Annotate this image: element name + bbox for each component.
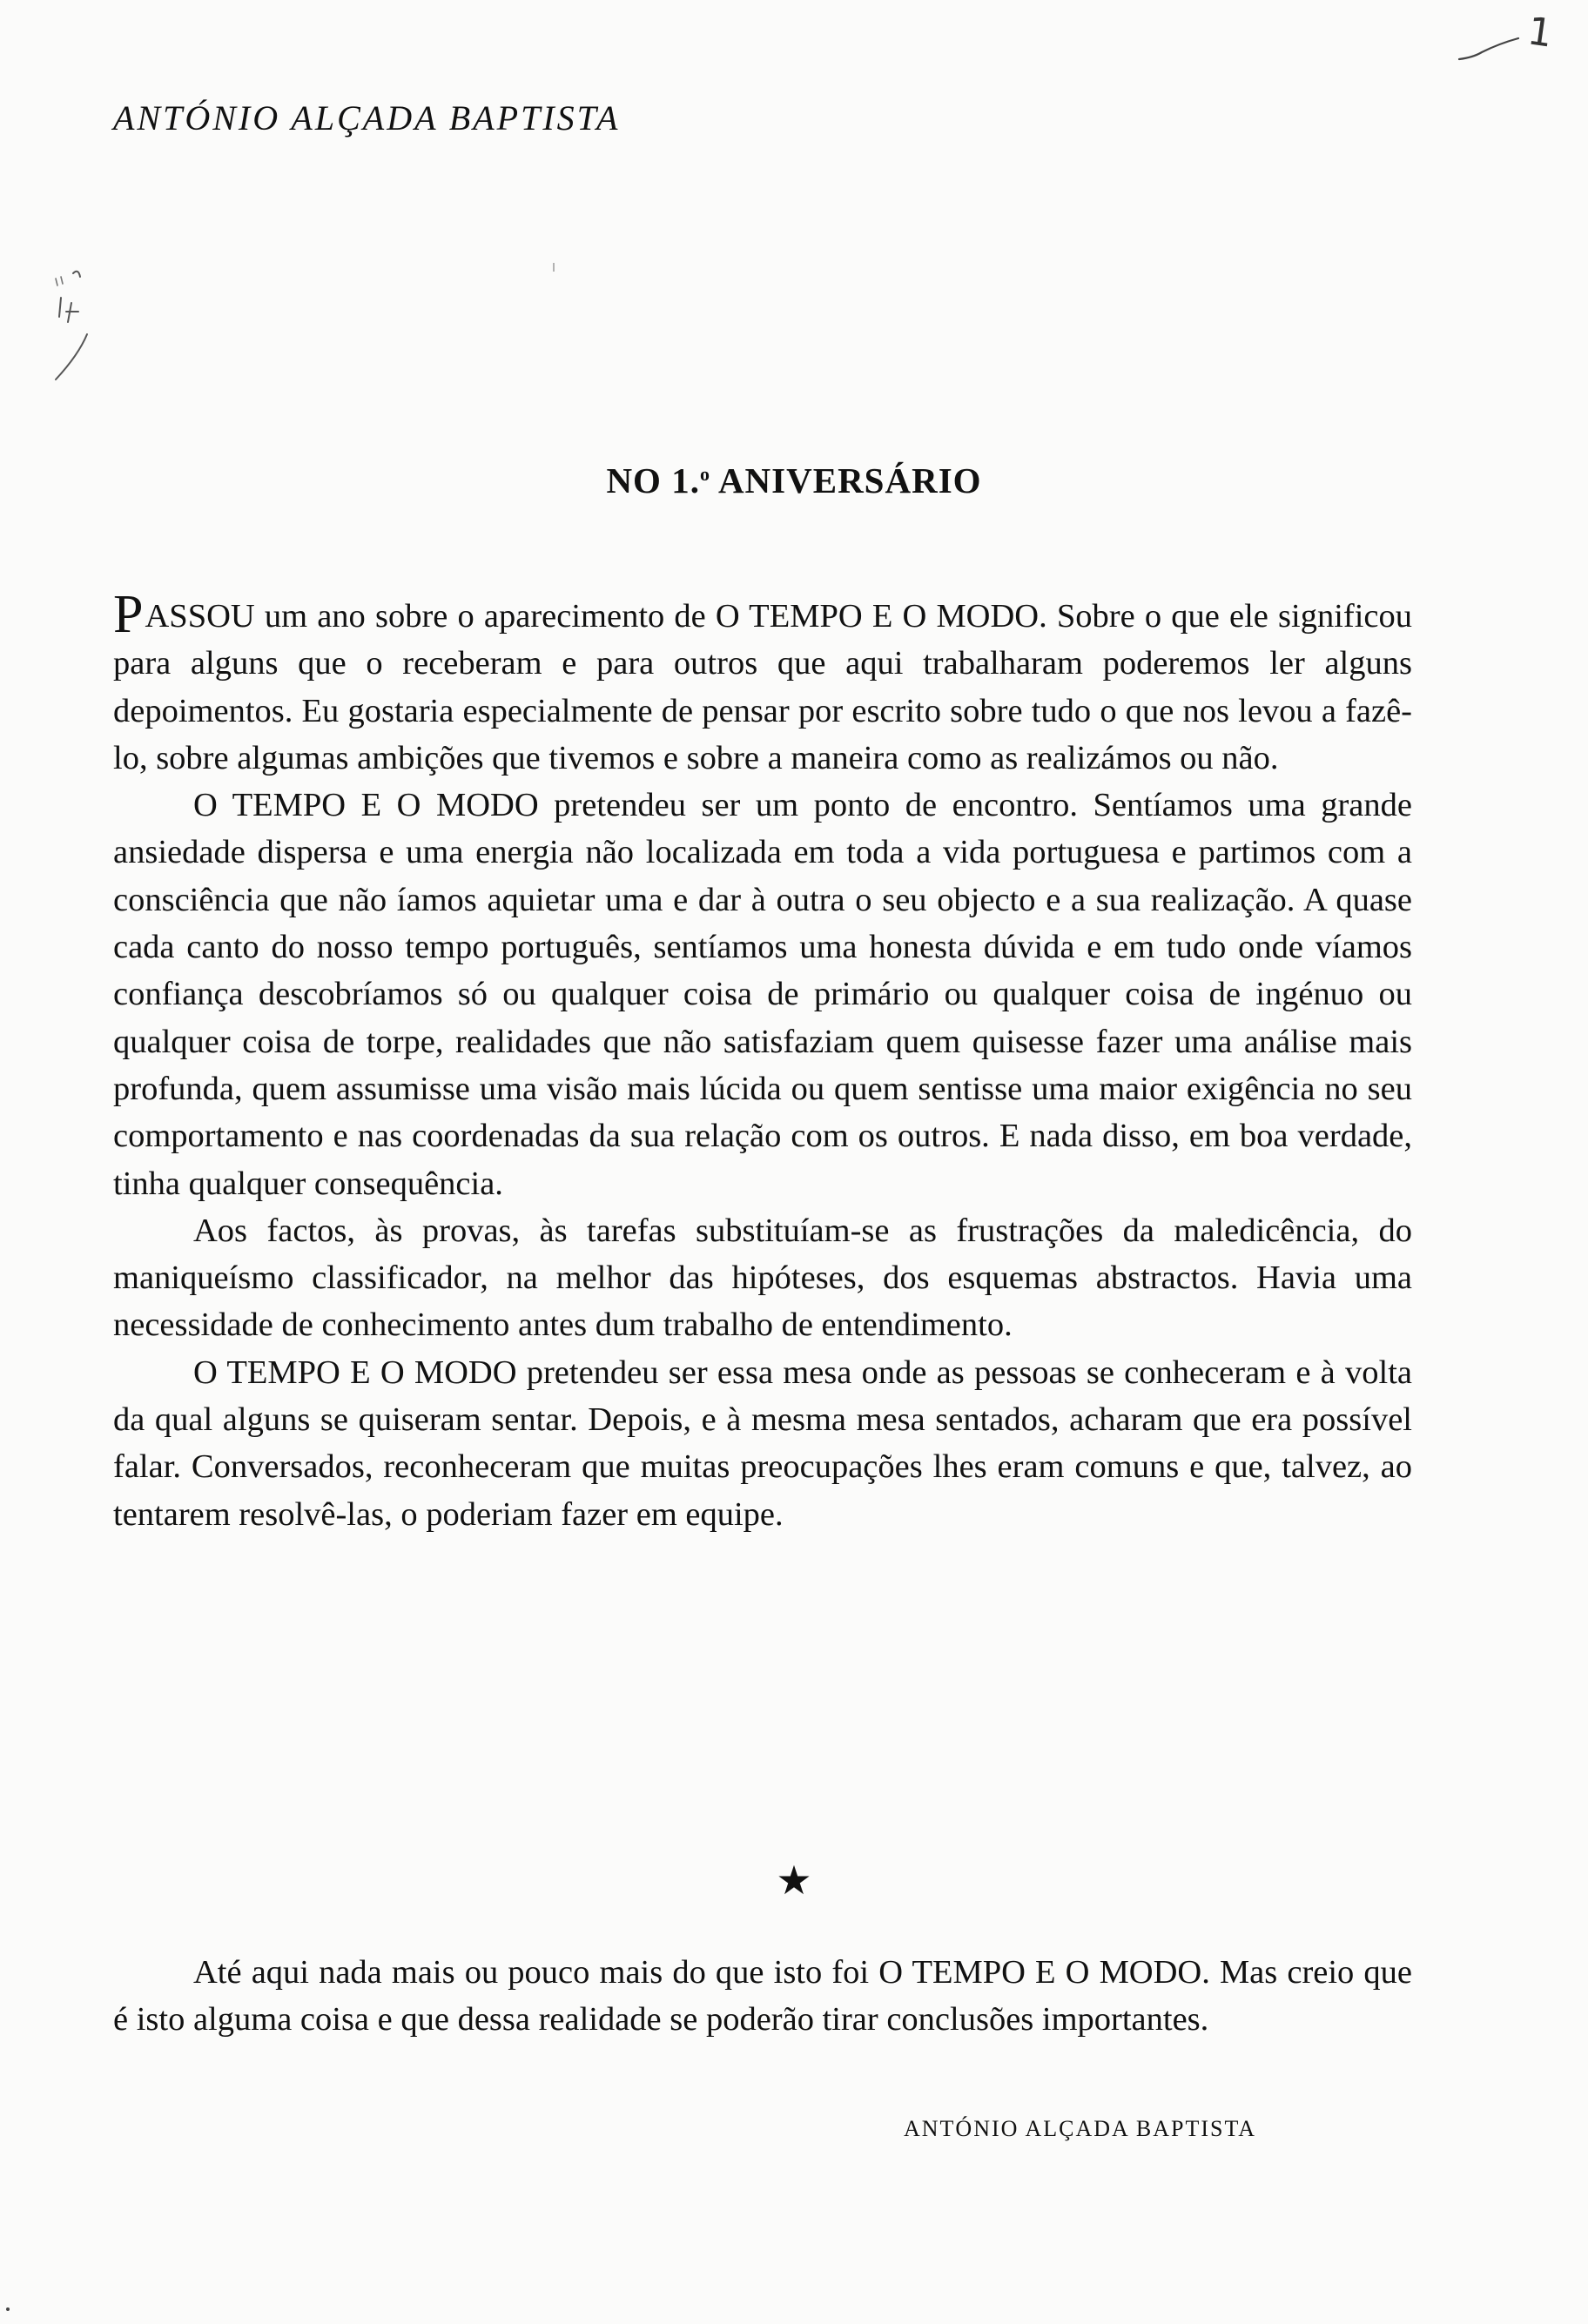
author-signature: ANTÓNIO ALÇADA BAPTISTA xyxy=(904,2116,1257,2141)
paragraph-1 xyxy=(113,585,1412,782)
paragraph-2: O TEMPO E O MODO pretendeu ser um ponto de encontro. Sentíamos uma grande ansiedade dispersa e uma energia não localizada em toda a vida portuguesa e partimos com a consciência que não íamos aquietar uma e dar à outra o seu objecto e a sua realização. A quase cada canto do nosso tempo português, sentíamos uma honesta dúvida e em tudo onde víamos confiança descobríamos só ou qualquer coisa de primário ou qualquer coisa de ingénuo ou qualquer coisa de torpe, realidades que não satisfaziam quem quisesse fazer uma análise mais profunda, quem assumisse uma visão mais lúcida ou quem sentisse uma maior exigência no seu comportamento e nas coordenadas da sua relação com os outros. E nada disso, em boa verdade, tinha qualquer consequência. xyxy=(113,787,1412,1202)
margin-dot xyxy=(550,261,557,275)
section-separator-star: ★ xyxy=(776,1857,812,1904)
article-body xyxy=(113,585,1412,1538)
corner-speck xyxy=(3,2305,12,2314)
title-ordinal: o xyxy=(699,463,710,485)
title-prefix: NO 1. xyxy=(606,460,700,500)
title-suffix: ANIVERSÁRIO xyxy=(717,460,982,500)
paragraph-3: Aos factos, às provas, às tarefas substituíam-se as frustrações da maledicência, do maniqueísmo classificador, na melhor das hipóteses, dos esquemas abstractos. Havia uma necessidade de conhecimento antes dum trabalho de entendimento. xyxy=(113,1212,1412,1344)
pencil-check-mark xyxy=(1456,33,1525,68)
margin-pencil-scribble xyxy=(49,268,110,399)
paragraph-1-text: ASSOU um ano sobre o aparecimento de O TEMPO E O MODO. Sobre o que ele significou para alguns que o receberam e para outros que aqui trabalharam poderemos ler alguns depoimentos. Eu gostaria especialmente de pensar por escrito sobre tudo o que nos levou a fazê-lo, sobre algumas ambições que tivemos e sobre a maneira como as realizámos ou não. xyxy=(113,598,1412,776)
closing-paragraph: Até aqui nada mais ou pouco mais do que isto foi O TEMPO E O MODO. Mas creio que é isto alguma coisa e que dessa realidade se poderão tirar conclusões importantes. xyxy=(113,1954,1412,2039)
article-title xyxy=(0,460,1588,501)
running-head-author: ANTÓNIO ALÇADA BAPTISTA xyxy=(113,98,621,138)
drop-initial: P xyxy=(113,585,144,644)
handwritten-page-number: 1 xyxy=(1524,9,1556,57)
closing-section xyxy=(113,1949,1412,2044)
paragraph-4: O TEMPO E O MODO pretendeu ser essa mesa onde as pessoas se conheceram e à volta da qual alguns se quiseram sentar. Depois, e à mesma mesa sentados, acharam que era possível falar. Conversados, reconheceram que muitas preocupações lhes eram comuns e que, talvez, ao tentarem resolvê-las, o poderiam fazer em equipe. xyxy=(113,1353,1412,1533)
